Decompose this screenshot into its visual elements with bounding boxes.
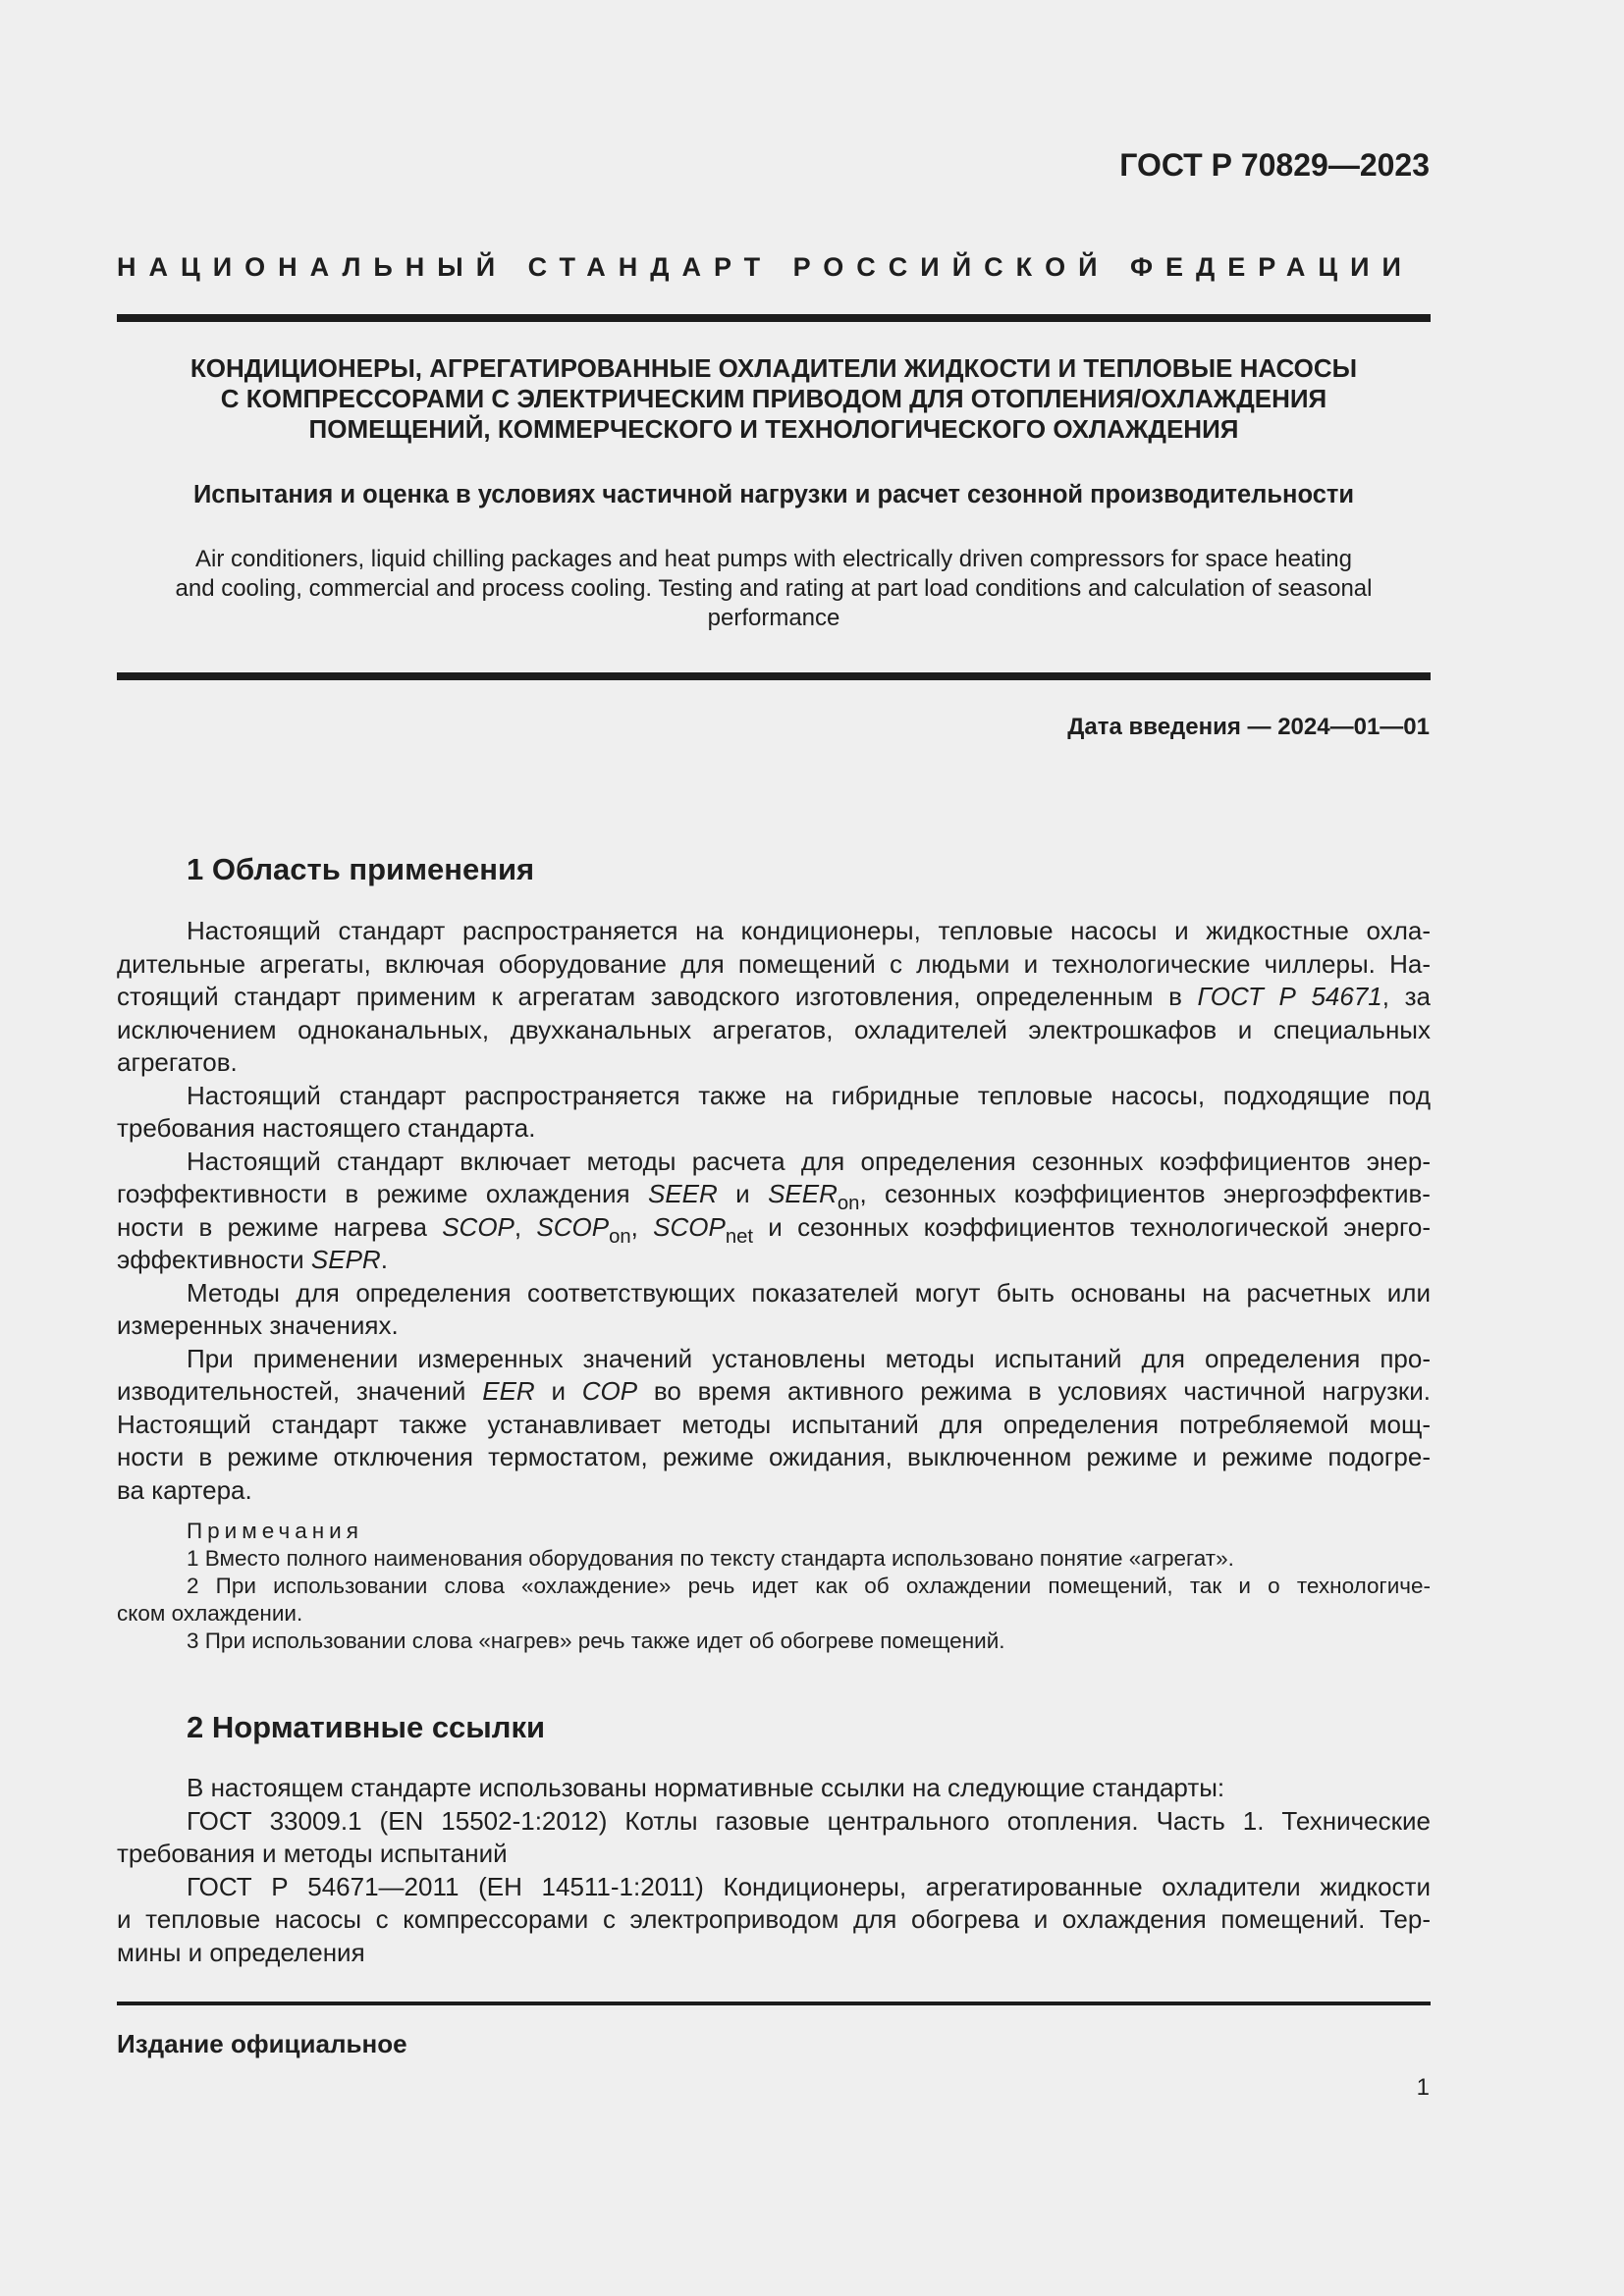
reference-line: ГОСТ 33009.1 (EN 15502-1:2012) Котлы газовые центрального отопления. Часть 1. Технические [187, 1805, 1431, 1836]
note-1: 1 Вместо полного наименования оборудования по тексту стандарта использовано понятие «агрегат». [187, 1546, 1234, 1571]
paragraph-line: Методы для определения соответствующих показателей могут быть основаны на расчетных или [187, 1277, 1431, 1308]
national-standard-heading: НАЦИОНАЛЬНЫЙ СТАНДАРТ РОССИЙСКОЙ ФЕДЕРАЦИИ [117, 252, 1414, 282]
note-2: 2 При использовании слова «охлаждение» речь идет как об охлаждении помещений, так и о технологиче- [187, 1574, 1431, 1598]
paragraph-line: исключением одноканальных, двухканальных агрегатов, охладителей электрошкафов и специальных [117, 1014, 1431, 1044]
paragraph-line: В настоящем стандарте использованы нормативные ссылки на следующие стандарты: [187, 1773, 1225, 1802]
section-2-body [117, 1772, 1431, 1969]
title-en-line: performance [707, 605, 840, 631]
section-2-heading: 2 Нормативные ссылки [187, 1710, 546, 1744]
paragraph-line: агрегатов. [117, 1047, 238, 1077]
paragraph-line: Настоящий стандарт также устанавливает методы испытаний для определения потребляемой мощ- [117, 1409, 1431, 1439]
introduction-date: Дата введения — 2024—01—01 [1067, 714, 1430, 740]
reference-line: мины и определения [117, 1937, 365, 1967]
official-edition-label: Издание официальное [117, 2029, 407, 2058]
reference-line: ГОСТ Р 54671—2011 (ЕН 14511-1:2011) Кондиционеры, агрегатированные охладители жидкости [187, 1871, 1431, 1901]
note-2-continued: ском охлаждении. [117, 1601, 303, 1626]
paragraph-line: Настоящий стандарт распространяется на кондиционеры, тепловые насосы и жидкостные охла- [187, 916, 1431, 945]
footer-divider [117, 2002, 1431, 2005]
paragraph-line: Настоящий стандарт распространяется также на гибридные тепловые насосы, подходящие под [187, 1080, 1431, 1110]
standard-code: ГОСТ Р 70829—2023 [1119, 147, 1430, 183]
reference-gost-54671: ГОСТ Р 54671 [1197, 982, 1382, 1011]
paragraph-line: ва картера. [117, 1474, 252, 1505]
paragraph-line: требования настоящего стандарта. [117, 1113, 536, 1143]
paragraph-line: При применении измеренных значений установлены методы испытаний для определения про- [187, 1343, 1431, 1373]
title-russian [117, 353, 1431, 445]
paragraph-line: изводительностей, значений EER и COP во время активного режима в условиях частичной нагрузки. [117, 1376, 1431, 1406]
paragraph-line: гоэффективности в режиме охлаждения SEER и $SEER_{on}$, сезонных коэффициентов энергоэффектив- [117, 1179, 1431, 1215]
paragraph-line: дительные агрегаты, включая оборудование для помещений с людьми и технологические чиллеры. На- [117, 948, 1431, 979]
title-line: С КОМПРЕССОРАМИ С ЭЛЕКТРИЧЕСКИМ ПРИВОДОМ ДЛЯ ОТОПЛЕНИЯ/ОХЛАЖДЕНИЯ [220, 384, 1327, 413]
title-en-line: and cooling, commercial and process cooling. Testing and rating at part load conditions and calculation of seasonal [175, 575, 1373, 602]
notes-heading: Примечания [187, 1519, 363, 1543]
page-number: 1 [1416, 2074, 1430, 2101]
title-en-line: Air conditioners, liquid chilling packages and heat pumps with electrically driven compressors for space heating [195, 546, 1352, 572]
paragraph-line: ности в режиме отключения термостатом, режиме ожидания, выключенном режиме и режиме подогре- [117, 1442, 1431, 1471]
reference-line: требования и методы испытаний [117, 1839, 508, 1868]
paragraph-line: ности в режиме нагрева SCOP, $SCOP_{on}$, $SCOP_{net}$ и сезонных коэффициентов технологической энерго- [117, 1211, 1431, 1248]
paragraph-line: стоящий стандарт применим к агрегатам заводского изготовления, определенным в ГОСТ Р 54671, за [117, 982, 1431, 1011]
subtitle-russian: Испытания и оценка в условиях частичной нагрузки и расчет сезонной производительности [192, 481, 1355, 508]
title-bottom-divider [117, 672, 1431, 680]
note-3: 3 При использовании слова «нагрев» речь также идет об обогреве помещений. [187, 1629, 1005, 1653]
title-line: КОНДИЦИОНЕРЫ, АГРЕГАТИРОВАННЫЕ ОХЛАДИТЕЛИ ЖИДКОСТИ И ТЕПЛОВЫЕ НАСОСЫ [189, 353, 1358, 383]
title-english [117, 545, 1431, 633]
paragraph-line: измеренных значениях. [117, 1310, 399, 1340]
paragraph-line: эффективности SEPR. [117, 1245, 388, 1274]
notes-block [117, 1518, 1431, 1655]
section-1-heading: 1 Область применения [187, 852, 535, 886]
paragraph-line: Настоящий стандарт включает методы расчета для определения сезонных коэффициентов энер- [187, 1146, 1431, 1176]
reference-line: и тепловые насосы с компрессорами с электроприводом для обогрева и охлаждения помещений. Тер- [117, 1904, 1431, 1934]
title-line: ПОМЕЩЕНИЙ, КОММЕРЧЕСКОГО И ТЕХНОЛОГИЧЕСКОГО ОХЛАЖДЕНИЯ [308, 414, 1239, 444]
section-1-body [117, 915, 1431, 1507]
top-divider [117, 314, 1431, 322]
